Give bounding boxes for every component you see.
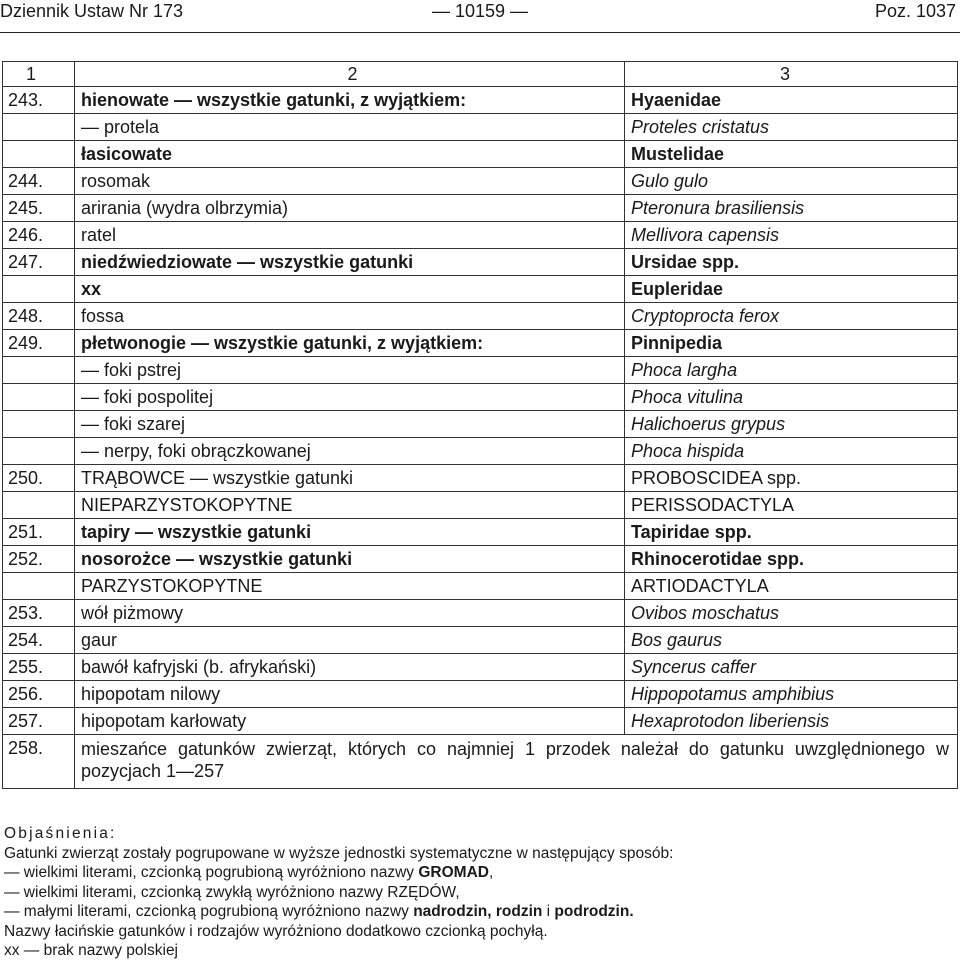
latin-name: Ovibos moschatus [625, 600, 958, 627]
notes-line [4, 902, 954, 922]
row-number: 258. [3, 735, 75, 789]
latin-name: Tapiridae spp. [625, 519, 958, 546]
latin-name: Eupleridae [625, 276, 958, 303]
row-number: 250. [3, 465, 75, 492]
latin-name: Bos gaurus [625, 627, 958, 654]
table-row [3, 411, 958, 438]
latin-name: Pteronura brasiliensis [625, 195, 958, 222]
polish-name: hipopotam nilowy [75, 681, 625, 708]
polish-name: fossa [75, 303, 625, 330]
row-number: 256. [3, 681, 75, 708]
row-number [3, 276, 75, 303]
row-number: 248. [3, 303, 75, 330]
table-row [3, 141, 958, 168]
table-row [3, 681, 958, 708]
table-row [3, 465, 958, 492]
notes-text: — małymi literami, czcionką pogrubioną wyróżniono nazwy [4, 903, 414, 920]
explanations [4, 824, 954, 961]
row-number: 243. [3, 87, 75, 114]
latin-name: Gulo gulo [625, 168, 958, 195]
notes-text: — wielkimi literami, czcionką pogrubioną wyróżniono nazwy [4, 864, 419, 881]
polish-name: TRĄBOWCE — wszystkie gatunki [75, 465, 625, 492]
notes-bold: GROMAD [418, 864, 489, 881]
column-header: 3 [625, 62, 958, 87]
row-number: 244. [3, 168, 75, 195]
row-number: 246. [3, 222, 75, 249]
notes-bold: nadrodzin, rodzin [413, 903, 543, 920]
table-row [3, 492, 958, 519]
table-row [3, 357, 958, 384]
notes-line: — wielkimi literami, czcionką zwykłą wyróżniono nazwy RZĘDÓW, [4, 883, 460, 901]
table-row [3, 87, 958, 114]
table-row [3, 735, 958, 789]
notes-bold: podrodzin. [554, 903, 634, 920]
table-row [3, 438, 958, 465]
page-header [0, 0, 960, 26]
row-number: 257. [3, 708, 75, 735]
row-number: 251. [3, 519, 75, 546]
publication-title: Dziennik Ustaw Nr 173 [0, 1, 184, 21]
table-row [3, 114, 958, 141]
table-row [3, 573, 958, 600]
row-number [3, 114, 75, 141]
polish-name: nosorożce — wszystkie gatunki [75, 546, 625, 573]
notes-line [4, 863, 954, 883]
table-row [3, 546, 958, 573]
latin-name: Hexaprotodon liberiensis [625, 708, 958, 735]
latin-name: Pinnipedia [625, 330, 958, 357]
table-row [3, 222, 958, 249]
polish-name: tapiry — wszystkie gatunki [75, 519, 625, 546]
table-row [3, 708, 958, 735]
row-number: 247. [3, 249, 75, 276]
column-header: 2 [75, 62, 625, 87]
latin-name: ARTIODACTYLA [625, 573, 958, 600]
latin-name: Cryptoprocta ferox [625, 303, 958, 330]
species-table [2, 61, 958, 789]
polish-name: — foki pstrej [75, 357, 625, 384]
polish-name: wół piżmowy [75, 600, 625, 627]
page-number: — 10159 — [432, 1, 529, 21]
table-row [3, 654, 958, 681]
notes-title: Objaśnienia: [4, 825, 117, 842]
table-row [3, 276, 958, 303]
row-number [3, 411, 75, 438]
row-number [3, 573, 75, 600]
table-row [3, 195, 958, 222]
polish-name: hipopotam karłowaty [75, 708, 625, 735]
latin-name: Mellivora capensis [625, 222, 958, 249]
polish-name: — protela [75, 114, 625, 141]
latin-name: Mustelidae [625, 141, 958, 168]
latin-name: Phoca hispida [625, 438, 958, 465]
table-row [3, 519, 958, 546]
latin-name: Hyaenidae [625, 87, 958, 114]
latin-name: Hippopotamus amphibius [625, 681, 958, 708]
row-number: 253. [3, 600, 75, 627]
hybrid-description: mieszańce gatunków zwierząt, których co najmniej 1 przodek należał do gatunku uwzględnionego w pozycjach 1—257 [75, 735, 958, 789]
polish-name: płetwonogie — wszystkie gatunki, z wyjątkiem: [75, 330, 625, 357]
table-row [3, 249, 958, 276]
notes-text: i [542, 903, 555, 920]
row-number: 254. [3, 627, 75, 654]
latin-name: Phoca largha [625, 357, 958, 384]
latin-name: Proteles cristatus [625, 114, 958, 141]
notes-intro: Gatunki zwierząt zostały pogrupowane w wyższe jednostki systematyczne w następujący sposób: [4, 844, 674, 862]
latin-name: PERISSODACTYLA [625, 492, 958, 519]
latin-name: Rhinocerotidae spp. [625, 546, 958, 573]
polish-name: ratel [75, 222, 625, 249]
notes-line: Nazwy łacińskie gatunków i rodzajów wyróżniono dodatkowo czcionką pochyłą. [4, 922, 548, 940]
table-row [3, 384, 958, 411]
table-row [3, 303, 958, 330]
polish-name: — foki pospolitej [75, 384, 625, 411]
table-row [3, 168, 958, 195]
header-rule [0, 32, 960, 33]
polish-name: — foki szarej [75, 411, 625, 438]
column-header: 1 [3, 62, 75, 87]
polish-name: — nerpy, foki obrączkowanej [75, 438, 625, 465]
latin-name: Halichoerus grypus [625, 411, 958, 438]
polish-name: gaur [75, 627, 625, 654]
latin-name: Phoca vitulina [625, 384, 958, 411]
polish-name: niedźwiedziowate — wszystkie gatunki [75, 249, 625, 276]
position-number: Poz. 1037 [874, 1, 956, 21]
polish-name: bawół kafryjski (b. afrykański) [75, 654, 625, 681]
table-row [3, 600, 958, 627]
row-number [3, 357, 75, 384]
polish-name: łasicowate [75, 141, 625, 168]
polish-name: NIEPARZYSTOKOPYTNE [75, 492, 625, 519]
polish-name: rosomak [75, 168, 625, 195]
table-row [3, 627, 958, 654]
row-number [3, 438, 75, 465]
polish-name: PARZYSTOKOPYTNE [75, 573, 625, 600]
column-header-row [3, 62, 958, 87]
latin-name: PROBOSCIDEA spp. [625, 465, 958, 492]
row-number: 249. [3, 330, 75, 357]
row-number [3, 384, 75, 411]
polish-name: xx [75, 276, 625, 303]
row-number [3, 141, 75, 168]
polish-name: hienowate — wszystkie gatunki, z wyjątkiem: [75, 87, 625, 114]
row-number: 245. [3, 195, 75, 222]
latin-name: Syncerus caffer [625, 654, 958, 681]
row-number: 255. [3, 654, 75, 681]
row-number [3, 492, 75, 519]
notes-line: xx — brak nazwy polskiej [4, 942, 179, 959]
row-number: 252. [3, 546, 75, 573]
polish-name: arirania (wydra olbrzymia) [75, 195, 625, 222]
latin-name: Ursidae spp. [625, 249, 958, 276]
table-row [3, 330, 958, 357]
notes-text: , [488, 864, 494, 881]
